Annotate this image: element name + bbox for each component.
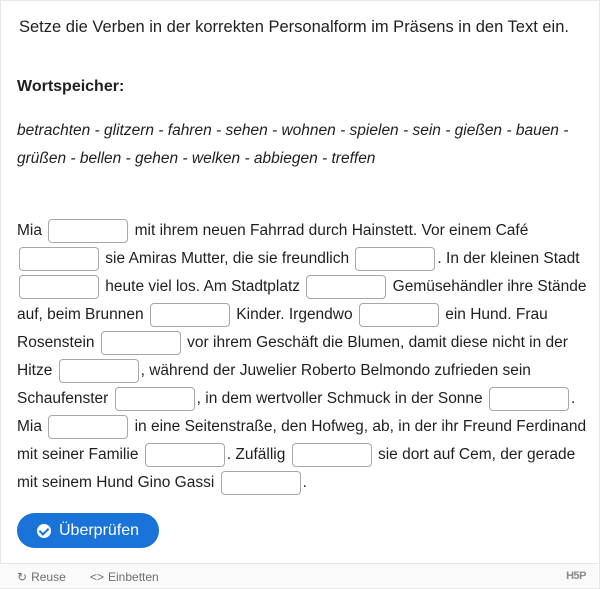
blank-input-3[interactable]: [355, 247, 435, 271]
reuse-label: Reuse: [31, 570, 66, 584]
text-segment: Kinder. Irgendwo: [231, 306, 357, 323]
text-segment: mit ihrem neuen Fahrrad durch Hainstett. Vor einem Café: [130, 222, 529, 239]
footer-bar: [0, 563, 598, 588]
blank-input-14[interactable]: [292, 443, 372, 467]
blank-input-7[interactable]: [359, 303, 439, 327]
text-segment: Mia: [17, 222, 47, 239]
embed-label: Einbetten: [108, 570, 159, 584]
blank-input-10[interactable]: [115, 387, 195, 411]
text-segment: .: [302, 474, 307, 491]
blank-input-2[interactable]: [19, 247, 99, 271]
text-segment: . Zufällig: [226, 446, 290, 463]
embed-button[interactable]: [90, 570, 159, 584]
check-button-label: Überprüfen: [59, 521, 140, 539]
blank-input-9[interactable]: [59, 359, 139, 383]
blank-input-15[interactable]: [221, 471, 301, 495]
text-segment: Gemüsehändler ihre Stände auf, beim Brunnen: [17, 278, 587, 323]
blank-input-8[interactable]: [101, 331, 181, 355]
blank-input-11[interactable]: [489, 387, 569, 411]
h5p-logo[interactable]: H5P: [566, 570, 586, 582]
cloze-text: [17, 217, 587, 497]
text-segment: vor ihrem Geschäft die Blumen, damit diese nicht in der Hitze: [17, 334, 568, 379]
code-icon: <>: [90, 570, 105, 584]
blank-input-13[interactable]: [145, 443, 225, 467]
text-segment: sie Amiras Mutter, die sie freundlich: [101, 250, 354, 267]
text-segment: sie dort auf Cem, der gerade mit seinem Hund Gino Gassi: [17, 446, 576, 491]
check-button[interactable]: [17, 513, 159, 548]
blank-input-5[interactable]: [306, 275, 386, 299]
text-segment: . Mia: [17, 390, 576, 435]
check-circle-icon: [37, 524, 51, 538]
text-segment: , während der Juwelier Roberto Belmondo zufrieden sein Schaufenster: [17, 362, 531, 407]
text-segment: ein Hund. Frau Rosenstein: [17, 306, 548, 351]
text-segment: heute viel los. Am Stadtplatz: [101, 278, 305, 295]
blank-input-6[interactable]: [150, 303, 230, 327]
wordbank-title: Wortspeicher:: [17, 78, 125, 95]
blank-input-1[interactable]: [48, 219, 128, 243]
text-segment: . In der kleinen Stadt: [437, 250, 580, 267]
blank-input-4[interactable]: [19, 275, 99, 299]
reuse-icon: ↻: [17, 570, 28, 584]
text-segment: , in dem wertvoller Schmuck in der Sonne: [196, 390, 487, 407]
task-instruction: Setze die Verben in der korrekten Personalform im Präsens in den Text ein.: [19, 18, 569, 36]
text-segment: in eine Seitenstraße, den Hofweg, ab, in der ihr Freund Ferdinand mit seiner Familie: [17, 418, 587, 463]
reuse-button[interactable]: [17, 570, 66, 584]
wordbank-words: betrachten - glitzern - fahren - sehen - wohnen - spielen - sein - gießen - bauen - grüßen - bellen - gehen - welken - abbiegen - treffen: [17, 122, 569, 167]
blank-input-12[interactable]: [48, 415, 128, 439]
